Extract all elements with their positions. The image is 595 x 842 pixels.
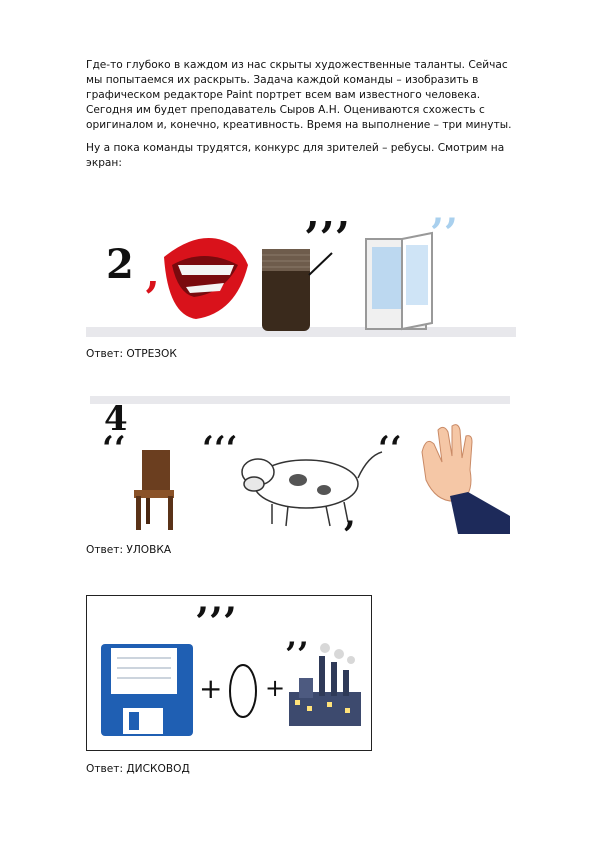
rebus-1-answer: Ответ: ОТРЕЗОК <box>86 348 177 360</box>
rebus-1-image <box>86 195 516 337</box>
rebus-3-answer: Ответ: ДИСКОВОД <box>86 763 190 775</box>
rebus-2-answer: Ответ: УЛОВКА <box>86 544 172 556</box>
rebus-intro-paragraph: Ну а пока команды трудятся, конкурс для зрителей – ребусы. Смотрим на экран: <box>86 142 505 169</box>
rebus-2-commas-1: ‘‘ <box>102 429 126 469</box>
rebus-2-image <box>86 396 510 534</box>
rebus-1-commas-3: ’’ <box>430 210 458 257</box>
rebus-2-commas-2: ‘‘‘ <box>202 429 238 469</box>
rebus-3-image <box>86 595 372 751</box>
window-icon <box>366 233 432 329</box>
rebus-3-commas-2: ’’ <box>285 635 309 675</box>
rebus-1-number: 2 <box>106 241 134 288</box>
rebus-1-comma: ’ <box>144 273 160 324</box>
rebus-3-plus-2: + <box>265 674 286 702</box>
rebus-2-commas-4: ‘‘ <box>378 429 402 469</box>
floppy-disk-icon <box>101 644 193 736</box>
rebus-1-commas-2: ’’’ <box>304 213 350 264</box>
pipe-icon <box>262 249 310 331</box>
rebus-3-commas-1: ’’’ <box>195 599 237 646</box>
rebus-3-plus-1: + <box>199 672 223 705</box>
rebus-2-comma-3: , <box>344 495 356 534</box>
rebus-2-number: 4 <box>104 399 128 439</box>
intro-paragraph: Где-то глубоко в каждом из нас скрыты художественные таланты. Сейчас мы попытаемся их раскрыть. Задача каждой команды – изобразить в графическом редакторе Paint портрет всем вам известного человека. Сегодня им будет преподаватель Сыров А.Н. Оцениваются схожесть с оригиналом и, конечно, креативность. Время на выполнение – три минуты. <box>86 59 512 131</box>
